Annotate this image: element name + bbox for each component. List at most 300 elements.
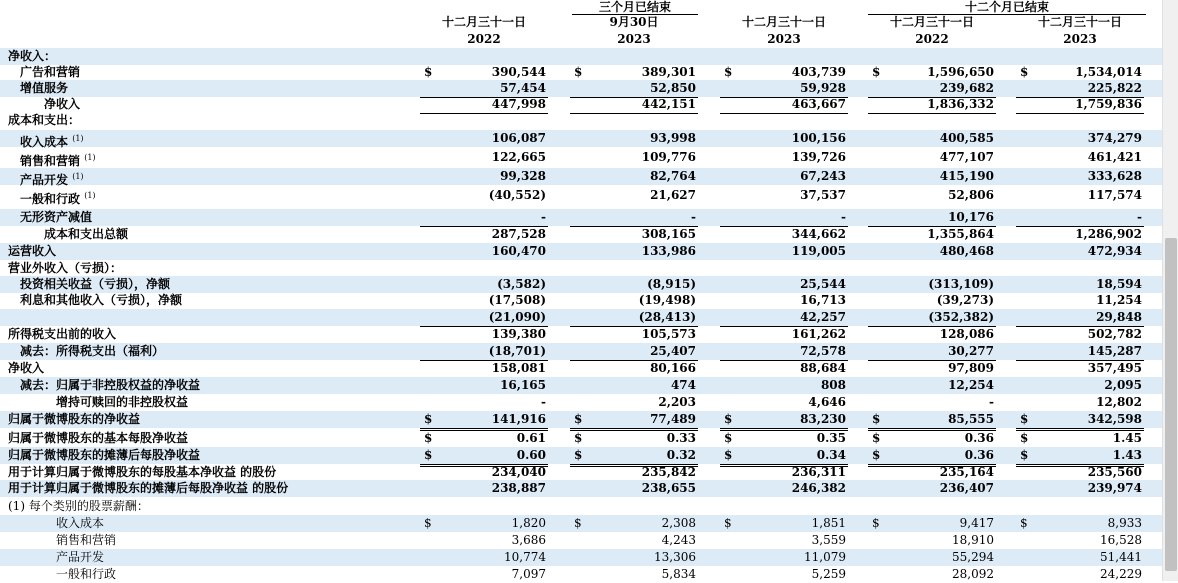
row-label (20, 130, 84, 151)
value-cell (1016, 343, 1144, 361)
row-label-text: 一般和行政 (20, 192, 81, 206)
value-cell (1016, 276, 1144, 293)
value-number: (28,413) (638, 310, 696, 324)
table-row (0, 243, 1162, 260)
value-cell (868, 377, 996, 394)
value-number: 52,850 (650, 81, 696, 95)
value-number: (3,582) (497, 277, 546, 291)
row-label (20, 187, 96, 208)
value-cell (868, 549, 996, 566)
value-number: 1,820 (511, 516, 546, 530)
value-cell (420, 480, 548, 497)
value-cell (570, 343, 698, 361)
value-number: 128,086 (939, 327, 994, 341)
value-number: 0.60 (516, 448, 546, 462)
table-row (0, 394, 1162, 411)
value-number: 235,164 (939, 465, 994, 479)
row-label (8, 260, 122, 277)
value-cell (420, 532, 548, 549)
value-cell (570, 209, 698, 227)
value-number: 415,190 (939, 169, 994, 183)
value-cell (420, 260, 548, 277)
column-period-header: 十二月三十一日 (889, 15, 974, 29)
value-number: 37,537 (800, 188, 846, 202)
value-cell (868, 480, 996, 497)
value-cell (1016, 149, 1144, 166)
value-number: 25,407 (650, 344, 696, 358)
value-cell (570, 130, 698, 147)
value-cell (720, 260, 848, 277)
footnote-marker: (1) (72, 134, 84, 143)
value-cell (420, 394, 548, 412)
column-year-header: 2022 (420, 32, 548, 49)
table-row (0, 498, 1162, 515)
value-number: 1,759,836 (1075, 97, 1142, 111)
value-number: 160,470 (491, 244, 546, 258)
value-cell (1016, 112, 1144, 129)
value-cell (1016, 326, 1144, 343)
value-cell (1016, 226, 1144, 244)
value-cell (720, 549, 848, 566)
value-number: 308,165 (641, 227, 696, 241)
row-label-text: 增持可赎回的非控股权益 (56, 395, 189, 409)
value-number: - (841, 210, 846, 224)
value-number: 29,848 (1096, 310, 1142, 324)
value-number: 477,107 (939, 150, 994, 164)
value-cell (1016, 187, 1144, 204)
table-row (0, 430, 1162, 447)
value-cell (420, 149, 548, 166)
table-row (0, 532, 1162, 549)
value-number: 5,259 (811, 567, 846, 581)
value-number: 236,311 (791, 465, 846, 479)
value-cell (868, 64, 996, 81)
value-number: 72,578 (800, 344, 846, 358)
currency-symbol: $ (424, 65, 433, 79)
value-cell (420, 48, 548, 65)
row-label (20, 292, 182, 309)
row-label-text: 净收入 (44, 97, 81, 111)
value-cell (868, 149, 996, 166)
row-label (56, 549, 104, 566)
value-number: 9,417 (959, 516, 994, 530)
currency-symbol: $ (724, 431, 733, 445)
value-number: 1,836,332 (927, 97, 994, 111)
value-cell (570, 112, 698, 129)
value-number: 238,655 (641, 481, 696, 495)
value-cell (420, 343, 548, 361)
value-number: 18,910 (952, 533, 994, 547)
column-year-header: 2023 (1016, 32, 1144, 49)
table-row (0, 464, 1162, 481)
value-number: 119,005 (791, 244, 846, 258)
value-number: 333,628 (1087, 169, 1142, 183)
currency-symbol: $ (1020, 431, 1029, 445)
value-cell (570, 515, 698, 532)
value-number: 12,802 (1096, 395, 1142, 409)
row-label-text: 增值服务 (20, 81, 69, 95)
value-number: 235,842 (641, 465, 696, 479)
value-number: 97,809 (948, 361, 994, 375)
footnote-marker: (1) (72, 172, 84, 181)
value-number: 400,585 (939, 131, 994, 145)
value-cell (420, 209, 548, 227)
currency-symbol: $ (574, 516, 582, 530)
value-number: 12,254 (948, 378, 994, 392)
value-cell (720, 112, 848, 129)
row-label (8, 326, 116, 343)
value-cell (1016, 394, 1144, 412)
value-number: 28,092 (952, 567, 994, 581)
value-cell (420, 377, 548, 394)
value-cell (420, 130, 548, 147)
table-row (0, 80, 1162, 97)
table-row (0, 480, 1162, 497)
value-number: 447,998 (491, 97, 546, 111)
currency-symbol: $ (424, 431, 433, 445)
footnote-marker: (1) (84, 191, 96, 200)
value-number: 0.34 (816, 448, 846, 462)
value-number: 344,662 (791, 227, 846, 241)
value-cell (720, 209, 848, 227)
value-number: 158,081 (491, 361, 546, 375)
value-cell (420, 360, 548, 377)
row-label-text: 销售和营销 (56, 533, 117, 547)
value-number: 122,665 (491, 150, 546, 164)
value-cell (420, 326, 548, 343)
row-label-text: 归属于微博股东的摊薄后每股净收益 (8, 448, 201, 462)
table-row (0, 187, 1162, 204)
vertical-scrollbar[interactable] (1162, 0, 1178, 581)
value-number: 1,355,864 (927, 227, 994, 241)
value-number: 246,382 (791, 481, 846, 495)
row-label (20, 149, 96, 170)
value-cell (420, 64, 548, 81)
value-cell (1016, 130, 1144, 147)
value-number: 106,087 (491, 131, 546, 145)
currency-symbol: $ (724, 65, 733, 79)
value-number: 16,528 (1100, 533, 1142, 547)
value-cell (570, 498, 698, 515)
currency-symbol: $ (872, 412, 881, 426)
value-number: 141,916 (491, 412, 546, 426)
value-cell (868, 343, 996, 361)
table-row (0, 48, 1162, 65)
value-number: 390,544 (491, 65, 546, 79)
value-cell (420, 243, 548, 260)
value-cell (1016, 64, 1144, 81)
value-cell (570, 260, 698, 277)
row-label (8, 498, 149, 515)
table-row (0, 292, 1162, 309)
value-cell (720, 566, 848, 583)
value-number: (39,273) (936, 293, 994, 307)
value-number: 1.43 (1112, 448, 1142, 462)
value-number: 8,933 (1107, 516, 1142, 530)
value-cell (570, 480, 698, 497)
value-number: 374,279 (1087, 131, 1142, 145)
row-label (20, 276, 170, 293)
value-number: 2,095 (1104, 378, 1142, 392)
value-cell (720, 149, 848, 166)
currency-symbol: $ (872, 516, 880, 530)
value-cell (570, 394, 698, 412)
value-number: 42,257 (800, 310, 846, 324)
row-label (44, 226, 128, 243)
value-number: 808 (820, 378, 846, 392)
value-cell (1016, 360, 1144, 377)
value-number: (21,090) (488, 310, 546, 324)
row-label-text: 销售和营销 (20, 154, 81, 168)
row-label (8, 480, 288, 497)
row-label-text: 运营收入 (8, 244, 57, 258)
currency-symbol: $ (1020, 65, 1029, 79)
value-cell (570, 309, 698, 327)
table-row (0, 566, 1162, 583)
row-label (56, 394, 188, 411)
row-label-text: 所得税支出前的收入 (8, 327, 117, 341)
currency-symbol: $ (1020, 412, 1029, 426)
value-cell (1016, 549, 1144, 566)
currency-symbol: $ (574, 412, 583, 426)
value-cell (720, 187, 848, 204)
value-cell (720, 48, 848, 65)
row-label-text: 无形资产减值 (20, 210, 93, 224)
value-number: (17,508) (488, 293, 546, 307)
row-label-text: 减去：归属于非控股权益的净收益 (20, 378, 201, 392)
value-number: 7,097 (511, 567, 546, 581)
currency-symbol: $ (724, 448, 733, 462)
table-row (0, 168, 1162, 185)
value-cell (570, 243, 698, 260)
currency-symbol: $ (574, 431, 583, 445)
value-number: 2,308 (661, 516, 696, 530)
value-number: 442,151 (641, 97, 696, 111)
table-row (0, 130, 1162, 147)
table-row (0, 309, 1162, 326)
value-cell (720, 377, 848, 394)
row-label-text: 用于计算归属于微博股东的摊薄后每股净收益 的股份 (8, 481, 289, 495)
value-cell (1016, 566, 1144, 583)
value-cell (868, 168, 996, 185)
row-label-text: 产品开发 (20, 173, 69, 187)
value-number: 21,627 (650, 188, 696, 202)
value-number: 133,986 (641, 244, 696, 258)
value-cell (1016, 515, 1144, 532)
value-cell (868, 226, 996, 244)
value-number: 99,328 (500, 169, 546, 183)
three-month-group-header: 三个月已结束 (572, 0, 698, 15)
value-number: 51,441 (1100, 550, 1142, 564)
footnote-marker: (1) (84, 153, 96, 162)
value-number: 3,686 (511, 533, 546, 547)
row-label-text: 利息和其他收入（亏损），净额 (20, 293, 183, 307)
value-cell (420, 464, 548, 481)
value-cell (720, 168, 848, 185)
value-number: 16,165 (500, 378, 546, 392)
row-label (20, 168, 84, 189)
column-year-header: 2023 (720, 32, 848, 49)
currency-symbol: $ (724, 412, 733, 426)
value-cell (420, 226, 548, 244)
value-number: 117,574 (1087, 188, 1142, 202)
value-cell (868, 360, 996, 377)
value-number: - (541, 395, 546, 409)
value-number: 3,559 (811, 533, 846, 547)
row-label (20, 343, 164, 360)
value-cell (720, 394, 848, 412)
column-period-header: 十二月三十一日 (741, 15, 826, 29)
value-number: 287,528 (491, 227, 546, 241)
value-cell (570, 532, 698, 549)
value-number: 83,230 (800, 412, 846, 426)
value-cell (868, 187, 996, 204)
value-cell (720, 343, 848, 361)
value-cell (868, 130, 996, 147)
value-number: 52,806 (948, 188, 994, 202)
value-cell (720, 292, 848, 310)
value-number: (8,915) (647, 277, 696, 291)
value-cell (868, 394, 996, 412)
value-cell (1016, 498, 1144, 515)
table-row (0, 226, 1162, 243)
value-number: 85,555 (948, 412, 994, 426)
value-number: 0.32 (666, 448, 696, 462)
value-number: 235,560 (1087, 465, 1142, 479)
value-number: 11,254 (1096, 293, 1142, 307)
value-number: (19,498) (638, 293, 696, 307)
row-label-text: (1) 每个类别的股票薪酬： (8, 499, 149, 513)
row-label-text: 营业外收入（亏损）： (8, 261, 123, 275)
value-number: 4,243 (661, 533, 696, 547)
value-number: 67,243 (800, 169, 846, 183)
row-label-text: 减去：所得税支出（福利） (20, 344, 165, 358)
value-number: 11,079 (804, 550, 846, 564)
row-label (20, 209, 92, 226)
value-number: 234,040 (491, 465, 546, 479)
value-cell (720, 243, 848, 260)
value-number: 225,822 (1087, 81, 1142, 95)
value-number: 16,713 (800, 293, 846, 307)
value-number: 161,262 (791, 327, 846, 341)
value-number: 0.36 (964, 448, 994, 462)
value-cell (420, 498, 548, 515)
value-number: 80,166 (650, 361, 696, 375)
value-cell (868, 309, 996, 327)
value-number: 0.33 (666, 431, 696, 445)
value-number: 10,176 (948, 210, 994, 224)
value-cell (420, 292, 548, 310)
value-number: 2,203 (658, 395, 696, 409)
column-year-header: 2022 (868, 32, 996, 49)
value-cell (420, 276, 548, 293)
value-number: 1,851 (811, 516, 846, 530)
currency-symbol: $ (424, 412, 433, 426)
value-cell (420, 309, 548, 327)
row-label-text: 产品开发 (56, 550, 105, 564)
table-row (0, 96, 1162, 113)
value-cell (720, 480, 848, 497)
value-cell (868, 411, 996, 431)
table-row (0, 549, 1162, 566)
column-year-header: 2023 (570, 32, 698, 49)
value-cell (420, 515, 548, 532)
value-cell (868, 326, 996, 343)
table-row (0, 260, 1162, 277)
value-cell (1016, 464, 1144, 481)
value-number: 24,229 (1100, 567, 1142, 581)
value-number: 239,974 (1087, 481, 1142, 495)
value-number: 0.35 (816, 431, 846, 445)
value-cell (1016, 377, 1144, 394)
column-period-header: 十二月三十一日 (441, 15, 526, 29)
value-number: (18,701) (488, 344, 546, 358)
value-number: 342,598 (1087, 412, 1142, 426)
row-label-text: 净收入： (8, 49, 57, 63)
value-number: 403,739 (791, 65, 846, 79)
value-number: - (989, 395, 994, 409)
table-row (0, 64, 1162, 81)
value-number: 100,156 (791, 131, 846, 145)
value-cell (570, 377, 698, 394)
value-number: (352,382) (928, 310, 994, 324)
row-label (56, 532, 116, 549)
value-cell (868, 498, 996, 515)
row-label (56, 515, 104, 532)
row-label-text: 净收入 (8, 361, 45, 375)
currency-symbol: $ (1020, 448, 1029, 462)
row-label-text: 归属于微博股东的净收益 (8, 412, 141, 426)
value-number: 1,596,650 (927, 65, 994, 79)
value-number: 13,306 (654, 550, 696, 564)
value-cell (570, 566, 698, 583)
value-cell (1016, 532, 1144, 549)
value-cell (570, 226, 698, 244)
value-number: 238,887 (491, 481, 546, 495)
column-period-header: 十二月三十一日 (1037, 15, 1122, 29)
value-number: 1,534,014 (1075, 65, 1142, 79)
value-number: 18,594 (1096, 277, 1142, 291)
value-number: 480,468 (939, 244, 994, 258)
table-row (0, 360, 1162, 377)
value-cell (720, 360, 848, 377)
value-number: 145,287 (1087, 344, 1142, 358)
value-number: 57,454 (500, 81, 546, 95)
currency-symbol: $ (424, 448, 433, 462)
scrollbar-thumb[interactable] (1165, 238, 1177, 571)
row-label (44, 96, 80, 113)
currency-symbol: $ (424, 516, 432, 530)
value-cell (868, 464, 996, 481)
value-number: 105,573 (641, 327, 696, 341)
value-number: 77,489 (650, 412, 696, 426)
value-number: 93,998 (650, 131, 696, 145)
value-cell (720, 515, 848, 532)
value-cell (420, 549, 548, 566)
currency-symbol: $ (872, 431, 881, 445)
value-cell (868, 515, 996, 532)
table-row (0, 276, 1162, 293)
currency-symbol: $ (1020, 516, 1028, 530)
value-number: 0.36 (964, 431, 994, 445)
table-row (0, 515, 1162, 532)
row-label-text: 成本和支出总额 (44, 227, 129, 241)
value-cell (570, 549, 698, 566)
value-number: 389,301 (641, 65, 696, 79)
value-number: (40,552) (488, 188, 546, 202)
value-cell (570, 168, 698, 185)
table-row (0, 209, 1162, 226)
